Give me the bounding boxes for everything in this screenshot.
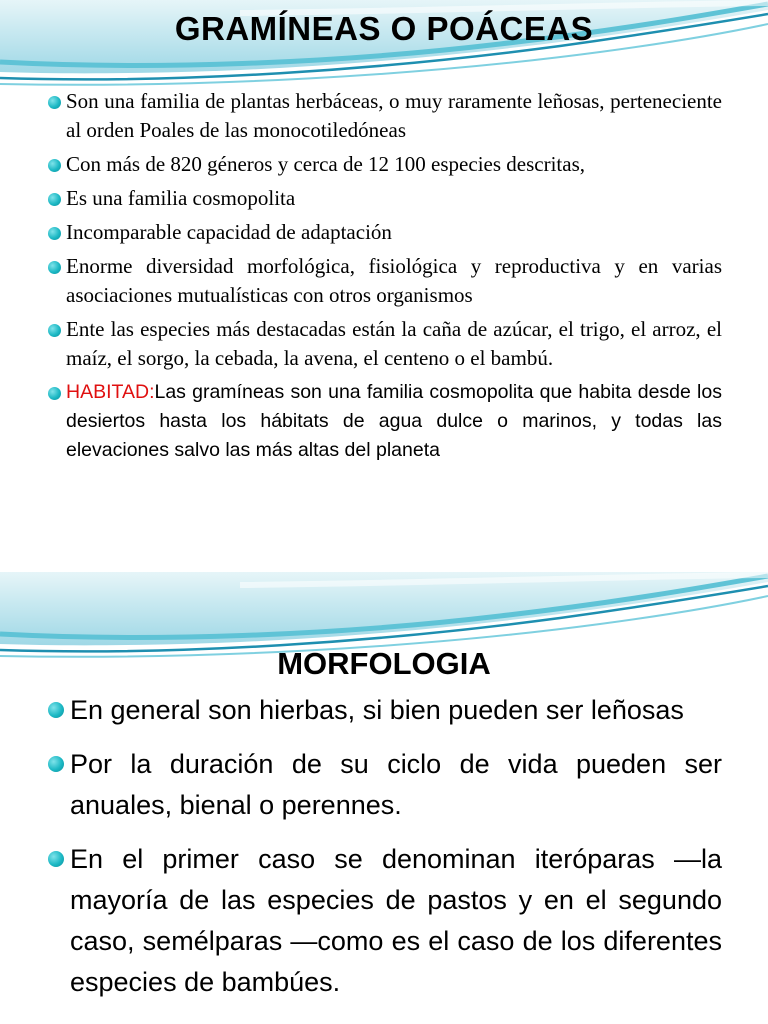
bullet-text: Es una familia cosmopolita: [66, 186, 296, 210]
list-item: [48, 184, 722, 213]
list-item: [48, 839, 722, 1003]
slide-separator: [0, 560, 768, 572]
list-item: [48, 218, 722, 247]
list-item: [48, 150, 722, 179]
bullet-text: Ente las especies más destacadas están la caña de azúcar, el trigo, el arroz, el maíz, el sorgo, la cebada, la avena, el centeno o el bambú.: [66, 317, 722, 370]
bullet-text: Incomparable capacidad de adaptación: [66, 220, 392, 244]
bullet-icon: [48, 193, 61, 206]
bullet-icon: [48, 702, 64, 718]
list-item: [48, 252, 722, 310]
slide-title: MORFOLOGIA: [277, 646, 491, 681]
bullet-icon: [48, 96, 61, 109]
slide-title: GRAMÍNEAS O POÁCEAS: [174, 10, 594, 47]
bullet-text: En el primer caso se denominan iteróparas —la mayoría de las especies de pastos y en el segundo caso, semélparas —como es el caso de los diferentes especies de bambúes.: [70, 844, 722, 997]
bullet-text: Enorme diversidad morfológica, fisiológica y reproductiva y en varias asociaciones mutualísticas con otros organismos: [66, 254, 722, 307]
bullet-text: Son una familia de plantas herbáceas, o muy raramente leñosas, perteneciente al orden Poales de las monocotiledóneas: [66, 89, 722, 142]
bullet-list: [48, 690, 722, 1016]
bullet-icon: [48, 159, 61, 172]
bullet-icon: [48, 756, 64, 772]
bullet-icon: [48, 324, 61, 337]
list-item: [48, 87, 722, 145]
bullet-text: Por la duración de su ciclo de vida pueden ser anuales, bienal o perennes.: [70, 749, 722, 820]
habitat-item: [48, 378, 722, 465]
list-item: [48, 690, 722, 731]
habitat-label: HABITAD:: [66, 381, 155, 403]
bullet-icon: [48, 387, 61, 400]
bullet-text: Con más de 820 géneros y cerca de 12 100 especies descritas,: [66, 152, 585, 176]
habitat-text: Las gramíneas son una familia cosmopolita que habita desde los desiertos hasta los hábitats de agua dulce o marinos, y todas las elevaciones salvo las más altas del planeta: [66, 381, 722, 461]
bullet-icon: [48, 261, 61, 274]
bullet-icon: [48, 851, 64, 867]
bullet-list: [48, 87, 722, 470]
bullet-text: En general son hierbas, si bien pueden ser leñosas: [70, 695, 684, 725]
list-item: [48, 744, 722, 826]
list-item: [48, 315, 722, 373]
bullet-icon: [48, 227, 61, 240]
slide-morfologia: [0, 572, 768, 1024]
